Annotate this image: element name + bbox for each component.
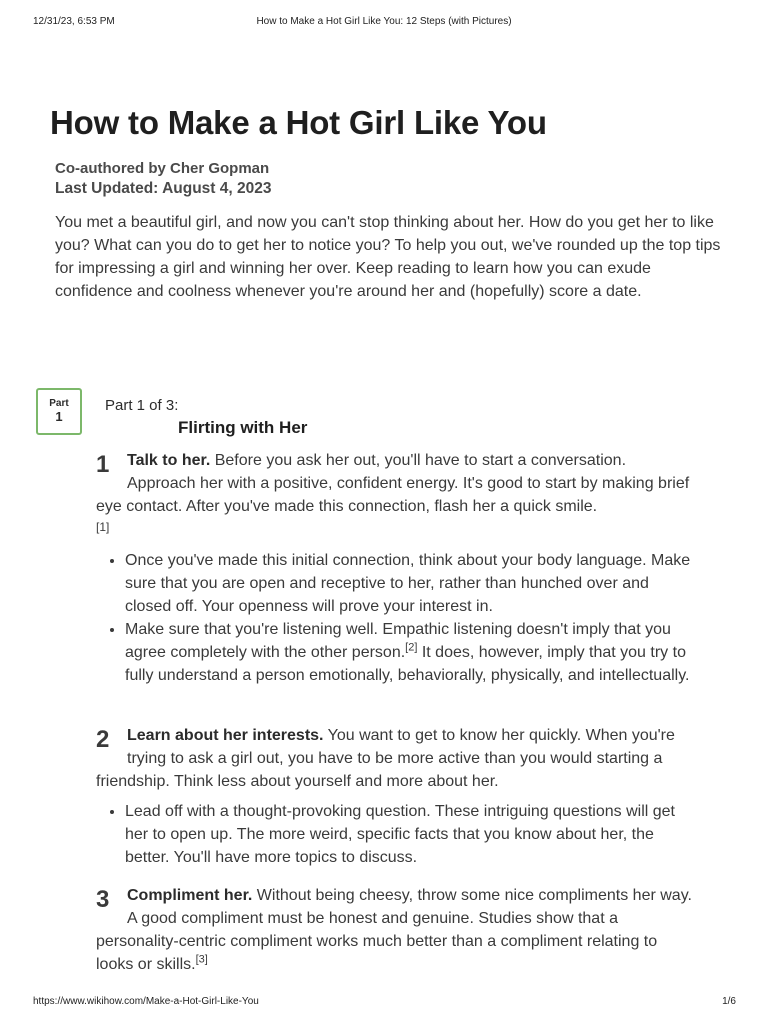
bullet-text: Once you've made this initial connection, think about your body language. Make sure that you are open and receptive to her, rather than hunched over and closed off. Your openness will prove your interest in. [125, 552, 691, 615]
coauthor-credit: Co-authored by Cher Gopman [55, 160, 270, 177]
bullet-text: Lead off with a thought-provoking question. These intriguing questions will get her to open up. The more weird, specific facts that you know about her, the better. You'll have more topics to discuss. [125, 803, 675, 866]
byline [55, 159, 271, 199]
step-1-bullets [96, 549, 696, 687]
list-item [125, 549, 696, 618]
print-page-number: 1/6 [722, 996, 736, 1007]
part-badge-number: 1 [55, 409, 63, 424]
print-footer [0, 996, 768, 1010]
step-number: 2 [96, 726, 110, 753]
step-number: 1 [96, 451, 110, 478]
step-1 [96, 449, 696, 535]
step-number: 3 [96, 886, 110, 913]
print-page-title: How to Make a Hot Girl Like You: 12 Steps (with Pictures) [256, 16, 512, 27]
list-item [125, 618, 696, 687]
step-text: You want to get to know her quickly. When you're trying to ask a girl out, you have to be more active than you would starting a friendship. Think less about yourself and more about her. [96, 727, 675, 790]
step-2-bullets [96, 800, 696, 869]
bullet-text: It does, however, imply that you try to fully understand a person emotionally, behaviorally, physically, and intellectually. [125, 644, 690, 684]
step-3 [96, 884, 696, 976]
step-text: Without being cheesy, throw some nice compliments her way. A good compliment must be honest and genuine. Studies show that a personality-centric compliment works much better than a compliment relating to looks or skills. [96, 887, 692, 973]
article-intro: You met a beautiful girl, and now you can't stop thinking about her. How do you get her to like you? What can you do to get her to notice you? To help you out, we've rounded up the top tips for impressing a girl and winning her over. Keep reading to learn how you can exude confidence and coolness whenever you're around her and (hopefully) score a date. [55, 214, 721, 300]
step-2 [96, 724, 696, 793]
citation-link[interactable]: [1] [96, 520, 110, 534]
article-title: How to Make a Hot Girl Like You [50, 104, 547, 141]
print-datetime: 12/31/23, 6:53 PM [33, 16, 115, 27]
part-badge [36, 388, 82, 435]
step-lead: Learn about her interests. [127, 727, 324, 744]
part-label: Part 1 of 3: [105, 397, 179, 414]
part-title: Flirting with Her [178, 418, 308, 437]
step-lead: Talk to her. [127, 452, 211, 469]
last-updated: Last Updated: August 4, 2023 [55, 180, 272, 197]
step-lead: Compliment her. [127, 887, 253, 904]
step-text: Before you ask her out, you'll have to start a conversation. Approach her with a positive, confident energy. It's good to start by making brief eye contact. After you've made this connection, flash her a quick smile. [96, 452, 690, 515]
print-url[interactable]: https://www.wikihow.com/Make-a-Hot-Girl-Like-You [33, 996, 259, 1007]
citation-link[interactable]: [2] [405, 641, 418, 654]
print-header [0, 16, 768, 30]
list-item [125, 800, 696, 869]
bullet-text: Make sure that you're listening well. Empathic listening doesn't imply that you agree completely with the other person. [125, 621, 671, 661]
citation-link[interactable]: [3] [195, 953, 208, 966]
part-badge-word: Part [49, 398, 69, 409]
